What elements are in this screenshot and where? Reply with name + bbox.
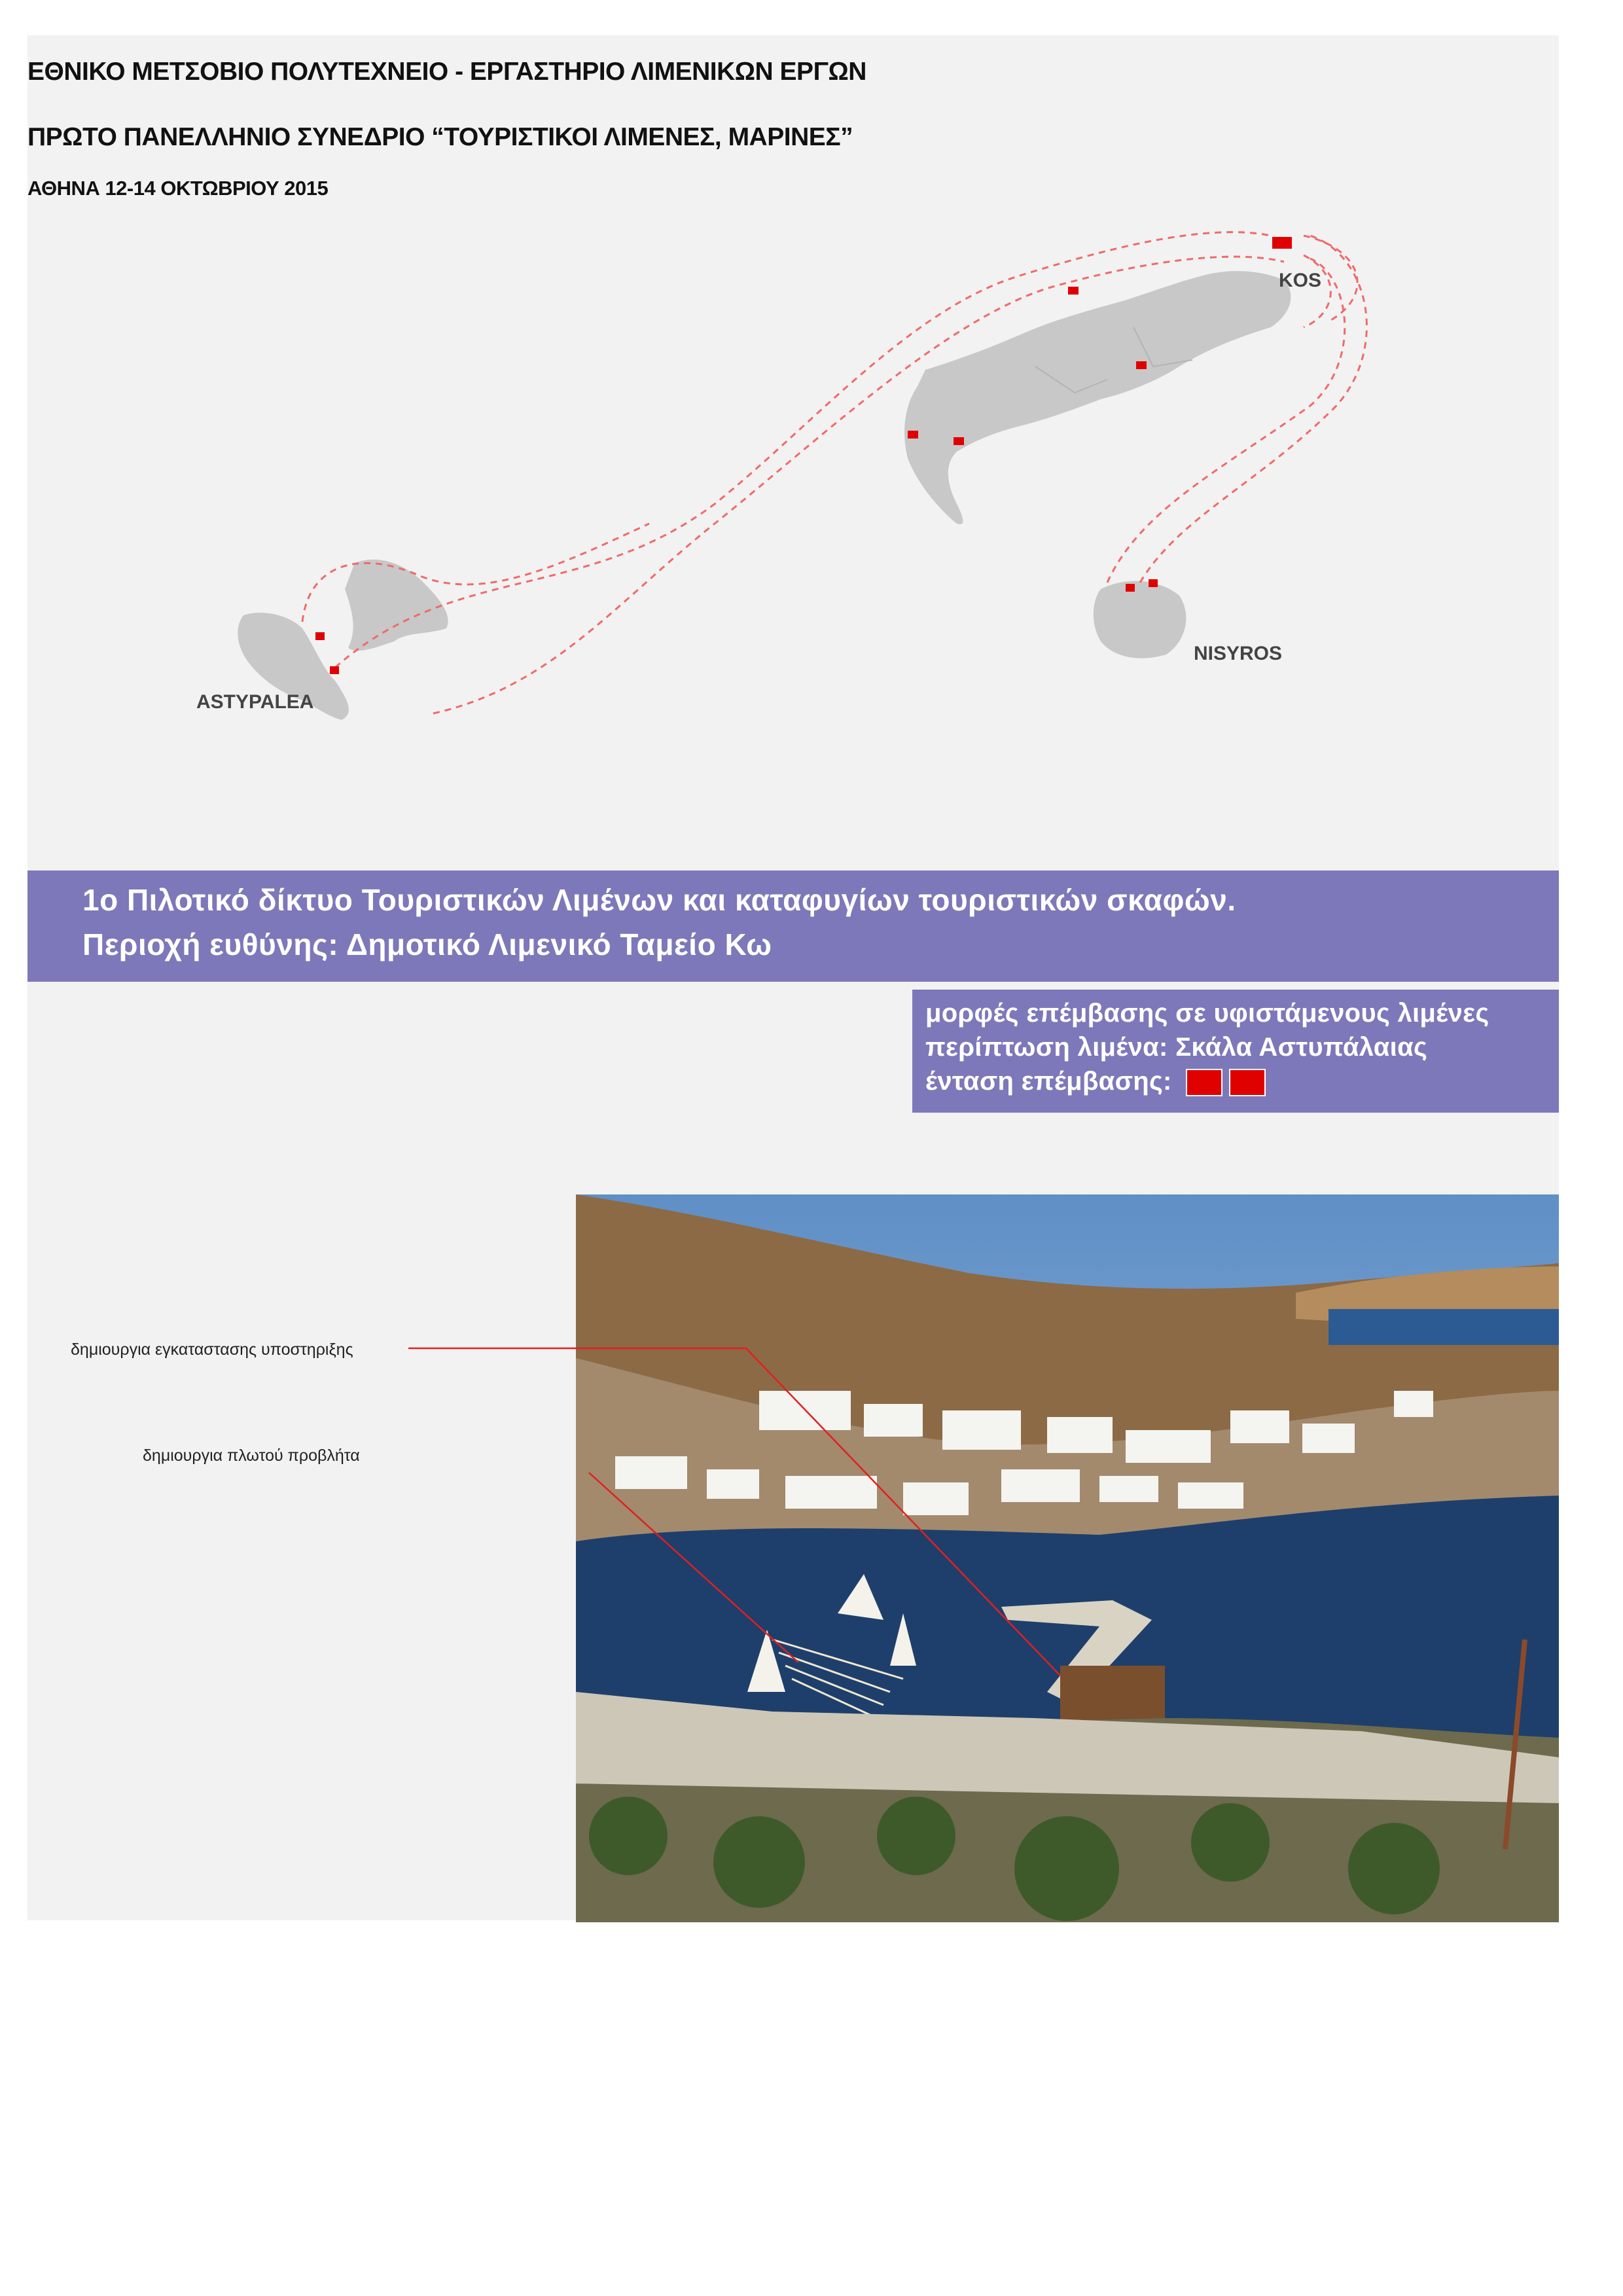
harbor-photo bbox=[576, 1194, 1559, 1922]
route-map bbox=[27, 196, 1559, 851]
intensity-indicator bbox=[1179, 1067, 1266, 1096]
annotation-floating-pier: δημιουργια πλωτού προβλήτα bbox=[143, 1446, 360, 1465]
intensity-square bbox=[1229, 1069, 1266, 1096]
banner-title: 1ο Πιλοτικό δίκτυο Τουριστικών Λιμένων και καταφυγίων τουριστικών σκαφών. bbox=[82, 883, 1236, 917]
header-institution: ΕΘΝΙΚΟ ΜΕΤΣΟΒΙΟ ΠΟΛΥΤΕΧΝΕΙΟ - ΕΡΓΑΣΤΗΡΙΟ ΛΙΜΕΝΙΚΩΝ ΕΡΓΩΝ bbox=[27, 58, 866, 86]
header-conference: ΠΡΩΤΟ ΠΑΝΕΛΛΗΝΙΟ ΣΥΝΕΔΡΙΟ “ΤΟΥΡΙΣΤΙΚΟΙ ΛΙΜΕΝΕΣ, ΜΑΡΙΝΕΣ” bbox=[27, 123, 853, 151]
infobox-intensity bbox=[925, 1067, 1266, 1096]
label-astypalea: ASTYPALEA bbox=[196, 691, 314, 713]
header-date: ΑΘΗΝΑ 12-14 ΟΚΤΩΒΡΙΟΥ 2015 bbox=[27, 177, 329, 200]
infobox-intensity-label: ένταση επέμβασης: bbox=[925, 1067, 1172, 1096]
annotation-support-facility: δημιουργια εγκαταστασης υποστηριξης bbox=[71, 1340, 353, 1359]
kos-island bbox=[904, 271, 1291, 524]
nisyros-island bbox=[1094, 581, 1186, 658]
intervention-infobox bbox=[912, 990, 1559, 1113]
infobox-port: περίπτωση λιμένα: Σκάλα Αστυπάλαιας bbox=[925, 1033, 1428, 1062]
label-nisyros: NISYROS bbox=[1194, 643, 1283, 664]
label-kos: KOS bbox=[1279, 270, 1322, 291]
title-banner bbox=[27, 870, 1559, 982]
astypalea-island-east bbox=[345, 560, 448, 651]
intensity-square bbox=[1186, 1069, 1222, 1096]
banner-subtitle: Περιοχή ευθύνης: Δημοτικό Λιμενικό Ταμείο Κω bbox=[82, 927, 772, 961]
infobox-type: μορφές επέμβασης σε υφιστάμενους λιμένες bbox=[925, 999, 1489, 1028]
